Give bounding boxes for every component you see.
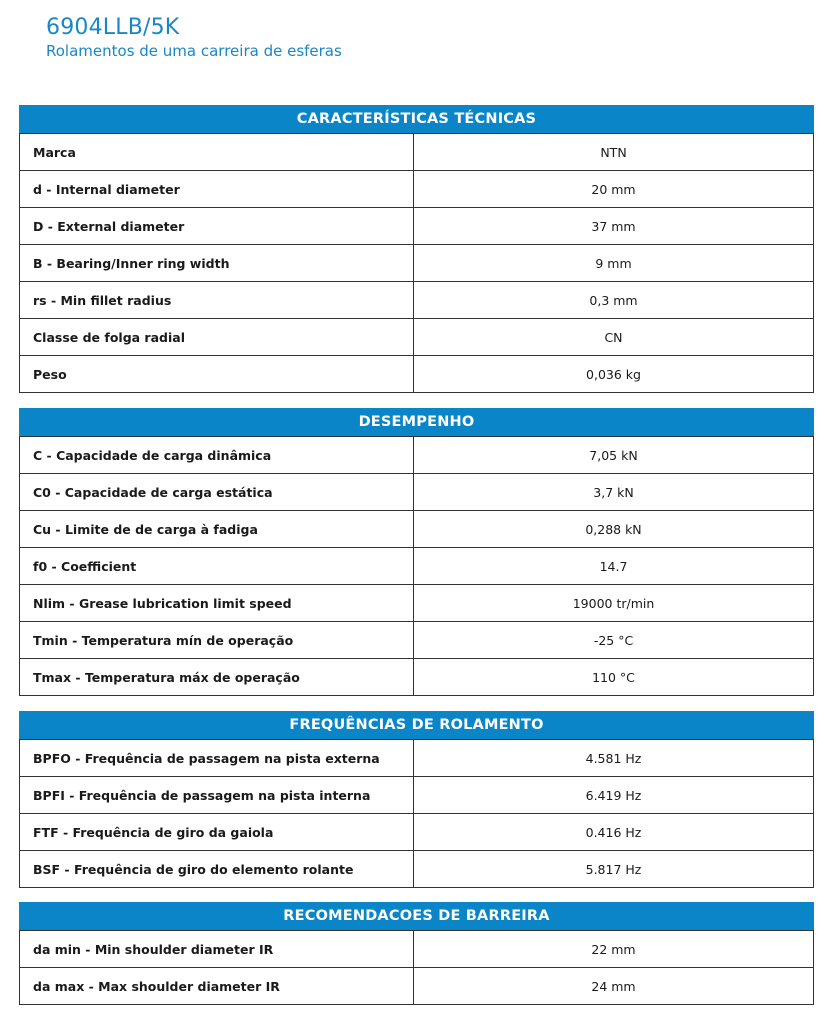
row-value: 5.817 Hz: [414, 851, 814, 888]
table-row: [20, 356, 814, 393]
product-subtitle: Rolamentos de uma carreira de esferas: [46, 42, 342, 60]
row-value: 6.419 Hz: [414, 777, 814, 814]
row-label: D - External diameter: [20, 208, 414, 245]
row-label: da max - Max shoulder diameter IR: [20, 968, 414, 1005]
row-label: Tmin - Temperatura mín de operação: [20, 622, 414, 659]
row-value: 0.416 Hz: [414, 814, 814, 851]
row-value: 20 mm: [414, 171, 814, 208]
row-value: -25 °C: [414, 622, 814, 659]
table-row: [20, 622, 814, 659]
row-value: 0,288 kN: [414, 511, 814, 548]
table-row: [20, 777, 814, 814]
table-row: [20, 208, 814, 245]
table-row: [20, 282, 814, 319]
row-value: 19000 tr/min: [414, 585, 814, 622]
section-title: CARACTERÍSTICAS TÉCNICAS: [19, 105, 814, 133]
product-header: [46, 14, 342, 60]
specs-table: [19, 739, 814, 888]
table-row: [20, 245, 814, 282]
row-value: 37 mm: [414, 208, 814, 245]
row-label: Tmax - Temperatura máx de operação: [20, 659, 414, 696]
row-label: BPFI - Frequência de passagem na pista interna: [20, 777, 414, 814]
row-value: 0,3 mm: [414, 282, 814, 319]
table-row: [20, 740, 814, 777]
row-value: 7,05 kN: [414, 437, 814, 474]
row-label: da min - Min shoulder diameter IR: [20, 931, 414, 968]
row-label: d - Internal diameter: [20, 171, 414, 208]
row-label: C - Capacidade de carga dinâmica: [20, 437, 414, 474]
row-value: 110 °C: [414, 659, 814, 696]
section-title: FREQUÊNCIAS DE ROLAMENTO: [19, 711, 814, 739]
section-performance: [19, 408, 814, 696]
table-row: [20, 851, 814, 888]
table-row: [20, 548, 814, 585]
row-value: 3,7 kN: [414, 474, 814, 511]
row-label: FTF - Frequência de giro da gaiola: [20, 814, 414, 851]
specs-table: [19, 133, 814, 393]
section-technical-characteristics: [19, 105, 814, 393]
table-row: [20, 437, 814, 474]
section-title: RECOMENDACOES DE BARREIRA: [19, 902, 814, 930]
table-row: [20, 171, 814, 208]
table-row: [20, 659, 814, 696]
row-label: Marca: [20, 134, 414, 171]
product-code: 6904LLB/5K: [46, 15, 180, 40]
row-value: 24 mm: [414, 968, 814, 1005]
table-row: [20, 931, 814, 968]
row-label: Peso: [20, 356, 414, 393]
table-row: [20, 134, 814, 171]
table-row: [20, 511, 814, 548]
table-row: [20, 474, 814, 511]
specs-table: [19, 930, 814, 1005]
specs-table: [19, 436, 814, 696]
row-value: 9 mm: [414, 245, 814, 282]
row-label: Classe de folga radial: [20, 319, 414, 356]
row-label: B - Bearing/Inner ring width: [20, 245, 414, 282]
row-value: 0,036 kg: [414, 356, 814, 393]
row-value: 22 mm: [414, 931, 814, 968]
row-value: CN: [414, 319, 814, 356]
row-label: rs - Min fillet radius: [20, 282, 414, 319]
row-value: 14.7: [414, 548, 814, 585]
section-bearing-frequencies: [19, 711, 814, 888]
section-title: DESEMPENHO: [19, 408, 814, 436]
row-label: C0 - Capacidade de carga estática: [20, 474, 414, 511]
row-value: 4.581 Hz: [414, 740, 814, 777]
row-label: f0 - Coefficient: [20, 548, 414, 585]
table-row: [20, 319, 814, 356]
table-row: [20, 585, 814, 622]
row-label: BSF - Frequência de giro do elemento rolante: [20, 851, 414, 888]
row-label: Cu - Limite de de carga à fadiga: [20, 511, 414, 548]
row-label: BPFO - Frequência de passagem na pista externa: [20, 740, 414, 777]
row-value: NTN: [414, 134, 814, 171]
row-label: Nlim - Grease lubrication limit speed: [20, 585, 414, 622]
section-shoulder-recommendations: [19, 902, 814, 1005]
table-row: [20, 968, 814, 1005]
table-row: [20, 814, 814, 851]
